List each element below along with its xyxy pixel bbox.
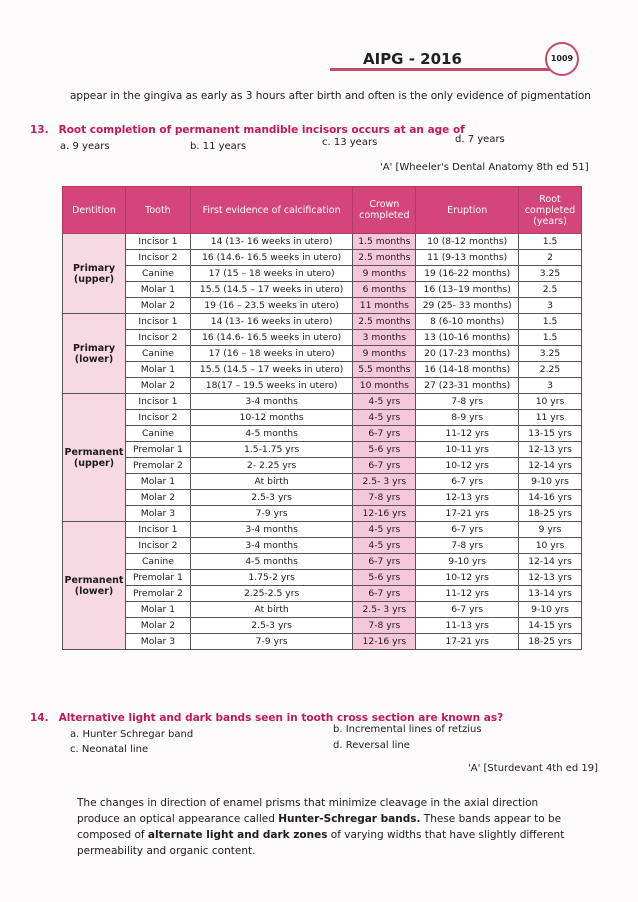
option-c: c. 13 years: [322, 137, 378, 148]
tooth-cell: Incisor 2: [125, 538, 190, 554]
eruption-cell: 19 (16-22 months): [416, 266, 519, 282]
eruption-cell: 16 (13–19 months): [416, 282, 519, 298]
calcification-cell: 17 (16 – 18 weeks in utero): [190, 346, 353, 362]
tooth-cell: Incisor 2: [125, 330, 190, 346]
calcification-cell: 2.5-3 yrs: [190, 618, 353, 634]
calcification-cell: 4-5 months: [190, 554, 353, 570]
eruption-cell: 16 (14-18 months): [416, 362, 519, 378]
header-rule: [330, 68, 570, 71]
tooth-cell: Incisor 1: [125, 522, 190, 538]
calcification-cell: 4-5 months: [190, 426, 353, 442]
table-row: [63, 602, 582, 618]
dentition-group: Primary (upper): [63, 234, 126, 314]
crown-cell: 6-7 yrs: [353, 586, 416, 602]
col-eruption: Eruption: [416, 187, 519, 234]
col-calcification: First evidence of calcification: [190, 187, 353, 234]
crown-cell: 3 months: [353, 330, 416, 346]
eruption-cell: 11-13 yrs: [416, 618, 519, 634]
calcification-cell: 14 (13- 16 weeks in utero): [190, 234, 353, 250]
calcification-cell: 3-4 months: [190, 522, 353, 538]
option-b: b. 11 years: [190, 141, 247, 152]
option-d: d. 7 years: [455, 134, 505, 145]
calcification-cell: 1.5-1.75 yrs: [190, 442, 353, 458]
calcification-cell: 10-12 months: [190, 410, 353, 426]
eruption-cell: 6-7 yrs: [416, 602, 519, 618]
root-cell: 9 yrs: [519, 522, 582, 538]
crown-cell: 9 months: [353, 266, 416, 282]
calcification-cell: 2.25-2.5 yrs: [190, 586, 353, 602]
table-row: [63, 266, 582, 282]
table-row: [63, 634, 582, 650]
col-tooth: Tooth: [125, 187, 190, 234]
page-title: AIPG - 2016: [363, 50, 462, 68]
eruption-cell: 6-7 yrs: [416, 474, 519, 490]
root-cell: 10 yrs: [519, 538, 582, 554]
table-row: [63, 394, 582, 410]
question-14: [30, 712, 503, 724]
table-row: [63, 506, 582, 522]
calcification-cell: 19 (16 – 23.5 weeks in utero): [190, 298, 353, 314]
root-cell: 12-13 yrs: [519, 570, 582, 586]
crown-cell: 4-5 yrs: [353, 394, 416, 410]
root-cell: 12-14 yrs: [519, 554, 582, 570]
calcification-cell: 2.5-3 yrs: [190, 490, 353, 506]
explanation: [77, 795, 582, 859]
root-cell: 1.5: [519, 234, 582, 250]
crown-cell: 9 months: [353, 346, 416, 362]
dentition-group: Permanent (upper): [63, 394, 126, 522]
calcification-cell: 18(17 – 19.5 weeks in utero): [190, 378, 353, 394]
crown-cell: 6 months: [353, 282, 416, 298]
tooth-cell: Canine: [125, 266, 190, 282]
table-row: [63, 314, 582, 330]
eruption-cell: 10-11 yrs: [416, 442, 519, 458]
table-row: [63, 378, 582, 394]
crown-cell: 5-6 yrs: [353, 442, 416, 458]
root-cell: 9-10 yrs: [519, 602, 582, 618]
intro-text: appear in the gingiva as early as 3 hours after birth and often is the only evidence of pigmentation: [70, 90, 591, 102]
eruption-cell: 10 (8-12 months): [416, 234, 519, 250]
table-row: [63, 474, 582, 490]
root-cell: 13-14 yrs: [519, 586, 582, 602]
table-row: [63, 250, 582, 266]
tooth-cell: Incisor 1: [125, 234, 190, 250]
question-number: 13.: [30, 124, 49, 136]
table-row: [63, 330, 582, 346]
crown-cell: 12-16 yrs: [353, 634, 416, 650]
root-cell: 3.25: [519, 346, 582, 362]
root-cell: 2.25: [519, 362, 582, 378]
dentition-table: [62, 186, 582, 650]
crown-cell: 2.5 months: [353, 250, 416, 266]
crown-cell: 4-5 yrs: [353, 410, 416, 426]
root-cell: 12-14 yrs: [519, 458, 582, 474]
eruption-cell: 11-12 yrs: [416, 586, 519, 602]
root-cell: 1.5: [519, 330, 582, 346]
crown-cell: 10 months: [353, 378, 416, 394]
eruption-cell: 17-21 yrs: [416, 506, 519, 522]
root-cell: 3: [519, 378, 582, 394]
option-a: a. Hunter Schregar band: [70, 729, 194, 740]
tooth-cell: Molar 3: [125, 634, 190, 650]
root-cell: 18-25 yrs: [519, 634, 582, 650]
tooth-cell: Premolar 2: [125, 586, 190, 602]
tooth-cell: Molar 3: [125, 506, 190, 522]
calcification-cell: 17 (15 – 18 weeks in utero): [190, 266, 353, 282]
eruption-cell: 17-21 yrs: [416, 634, 519, 650]
eruption-cell: 11-12 yrs: [416, 426, 519, 442]
question-13: [30, 124, 465, 136]
crown-cell: 4-5 yrs: [353, 522, 416, 538]
crown-cell: 7-8 yrs: [353, 618, 416, 634]
eruption-cell: 12-13 yrs: [416, 490, 519, 506]
calcification-cell: At birth: [190, 602, 353, 618]
table-row: [63, 282, 582, 298]
calcification-cell: 3-4 months: [190, 394, 353, 410]
root-cell: 2.5: [519, 282, 582, 298]
tooth-cell: Molar 1: [125, 282, 190, 298]
crown-cell: 4-5 yrs: [353, 538, 416, 554]
tooth-cell: Molar 1: [125, 474, 190, 490]
table-row: [63, 346, 582, 362]
tooth-cell: Premolar 2: [125, 458, 190, 474]
root-cell: 2: [519, 250, 582, 266]
eruption-cell: 7-8 yrs: [416, 394, 519, 410]
table-row: [63, 618, 582, 634]
tooth-cell: Molar 2: [125, 490, 190, 506]
crown-cell: 12-16 yrs: [353, 506, 416, 522]
eruption-cell: 6-7 yrs: [416, 522, 519, 538]
table-row: [63, 570, 582, 586]
tooth-cell: Molar 1: [125, 602, 190, 618]
option-d: d. Reversal line: [333, 740, 410, 751]
crown-cell: 1.5 months: [353, 234, 416, 250]
calcification-cell: 7-9 yrs: [190, 634, 353, 650]
eruption-cell: 27 (23-31 months): [416, 378, 519, 394]
explanation-bold: Hunter-Schregar bands.: [278, 813, 421, 825]
root-cell: 12-13 yrs: [519, 442, 582, 458]
question-text: Alternative light and dark bands seen in tooth cross section are known as?: [58, 712, 504, 724]
calcification-cell: 7-9 yrs: [190, 506, 353, 522]
crown-cell: 6-7 yrs: [353, 554, 416, 570]
crown-cell: 7-8 yrs: [353, 490, 416, 506]
crown-cell: 5-6 yrs: [353, 570, 416, 586]
crown-cell: 11 months: [353, 298, 416, 314]
tooth-cell: Canine: [125, 554, 190, 570]
tooth-cell: Molar 2: [125, 378, 190, 394]
root-cell: 3: [519, 298, 582, 314]
eruption-cell: 8-9 yrs: [416, 410, 519, 426]
root-cell: 14-15 yrs: [519, 618, 582, 634]
calcification-cell: 2- 2.25 yrs: [190, 458, 353, 474]
tooth-cell: Canine: [125, 346, 190, 362]
option-c: c. Neonatal line: [70, 744, 149, 755]
eruption-cell: 11 (9-13 months): [416, 250, 519, 266]
calcification-cell: 15.5 (14.5 – 17 weeks in utero): [190, 362, 353, 378]
table-row: [63, 522, 582, 538]
col-crown: Crown completed: [353, 187, 416, 234]
table-row: [63, 538, 582, 554]
tooth-cell: Incisor 2: [125, 250, 190, 266]
calcification-cell: 16 (14.6- 16.5 weeks in utero): [190, 250, 353, 266]
tooth-cell: Premolar 1: [125, 442, 190, 458]
table-row: [63, 554, 582, 570]
eruption-cell: 7-8 yrs: [416, 538, 519, 554]
tooth-cell: Molar 2: [125, 618, 190, 634]
eruption-cell: 20 (17-23 months): [416, 346, 519, 362]
reference: 'A' [Wheeler's Dental Anatomy 8th ed 51]: [380, 162, 589, 173]
question-text: Root completion of permanent mandible incisors occurs at an age of: [58, 124, 465, 136]
tooth-cell: Incisor 1: [125, 314, 190, 330]
tooth-cell: Molar 1: [125, 362, 190, 378]
root-cell: 18-25 yrs: [519, 506, 582, 522]
table-row: [63, 586, 582, 602]
crown-cell: 6-7 yrs: [353, 458, 416, 474]
calcification-cell: 14 (13- 16 weeks in utero): [190, 314, 353, 330]
root-cell: 14-16 yrs: [519, 490, 582, 506]
tooth-cell: Premolar 1: [125, 570, 190, 586]
eruption-cell: 10-12 yrs: [416, 458, 519, 474]
eruption-cell: 10-12 yrs: [416, 570, 519, 586]
reference: 'A' [Sturdevant 4th ed 19]: [468, 763, 599, 774]
crown-cell: 2.5 months: [353, 314, 416, 330]
eruption-cell: 9-10 yrs: [416, 554, 519, 570]
root-cell: 9-10 yrs: [519, 474, 582, 490]
table-row: [63, 426, 582, 442]
eruption-cell: 8 (6-10 months): [416, 314, 519, 330]
option-b: b. Incremental lines of retzius: [333, 724, 482, 735]
root-cell: 13-15 yrs: [519, 426, 582, 442]
table-row: [63, 234, 582, 250]
crown-cell: 5.5 months: [353, 362, 416, 378]
calcification-cell: 1.75-2 yrs: [190, 570, 353, 586]
calcification-cell: 3-4 months: [190, 538, 353, 554]
crown-cell: 6-7 yrs: [353, 426, 416, 442]
root-cell: 11 yrs: [519, 410, 582, 426]
crown-cell: 2.5- 3 yrs: [353, 602, 416, 618]
page-number-tooth-icon: 1009: [545, 42, 579, 76]
crown-cell: 2.5- 3 yrs: [353, 474, 416, 490]
explanation-text: These bands appear to be composed of: [77, 813, 562, 841]
dentition-group: Primary (lower): [63, 314, 126, 394]
dentition-group: Permanent (lower): [63, 522, 126, 650]
eruption-cell: 29 (25- 33 months): [416, 298, 519, 314]
question-number: 14.: [30, 712, 49, 724]
root-cell: 1.5: [519, 314, 582, 330]
tooth-cell: Molar 2: [125, 298, 190, 314]
table-row: [63, 490, 582, 506]
calcification-cell: 15.5 (14.5 – 17 weeks in utero): [190, 282, 353, 298]
tooth-cell: Incisor 1: [125, 394, 190, 410]
table-header-row: [63, 187, 582, 234]
tooth-cell: Incisor 2: [125, 410, 190, 426]
root-cell: 10 yrs: [519, 394, 582, 410]
calcification-cell: 16 (14.6- 16.5 weeks in utero): [190, 330, 353, 346]
col-root: Root completed (years): [519, 187, 582, 234]
eruption-cell: 13 (10-16 months): [416, 330, 519, 346]
option-a: a. 9 years: [60, 141, 110, 152]
calcification-cell: At birth: [190, 474, 353, 490]
explanation-bold: alternate light and dark zones: [147, 829, 328, 841]
col-dentition: Dentition: [63, 187, 126, 234]
explanation-text: The changes in direction of enamel prisms that minimize cleavage in the axial direction produce an optical appearance called: [77, 797, 539, 825]
table-row: [63, 458, 582, 474]
table-row: [63, 298, 582, 314]
tooth-cell: Canine: [125, 426, 190, 442]
table-row: [63, 410, 582, 426]
table-row: [63, 442, 582, 458]
root-cell: 3.25: [519, 266, 582, 282]
table-row: [63, 362, 582, 378]
explanation-text: of varying widths that have slightly different permeability and organic content.: [77, 829, 565, 857]
